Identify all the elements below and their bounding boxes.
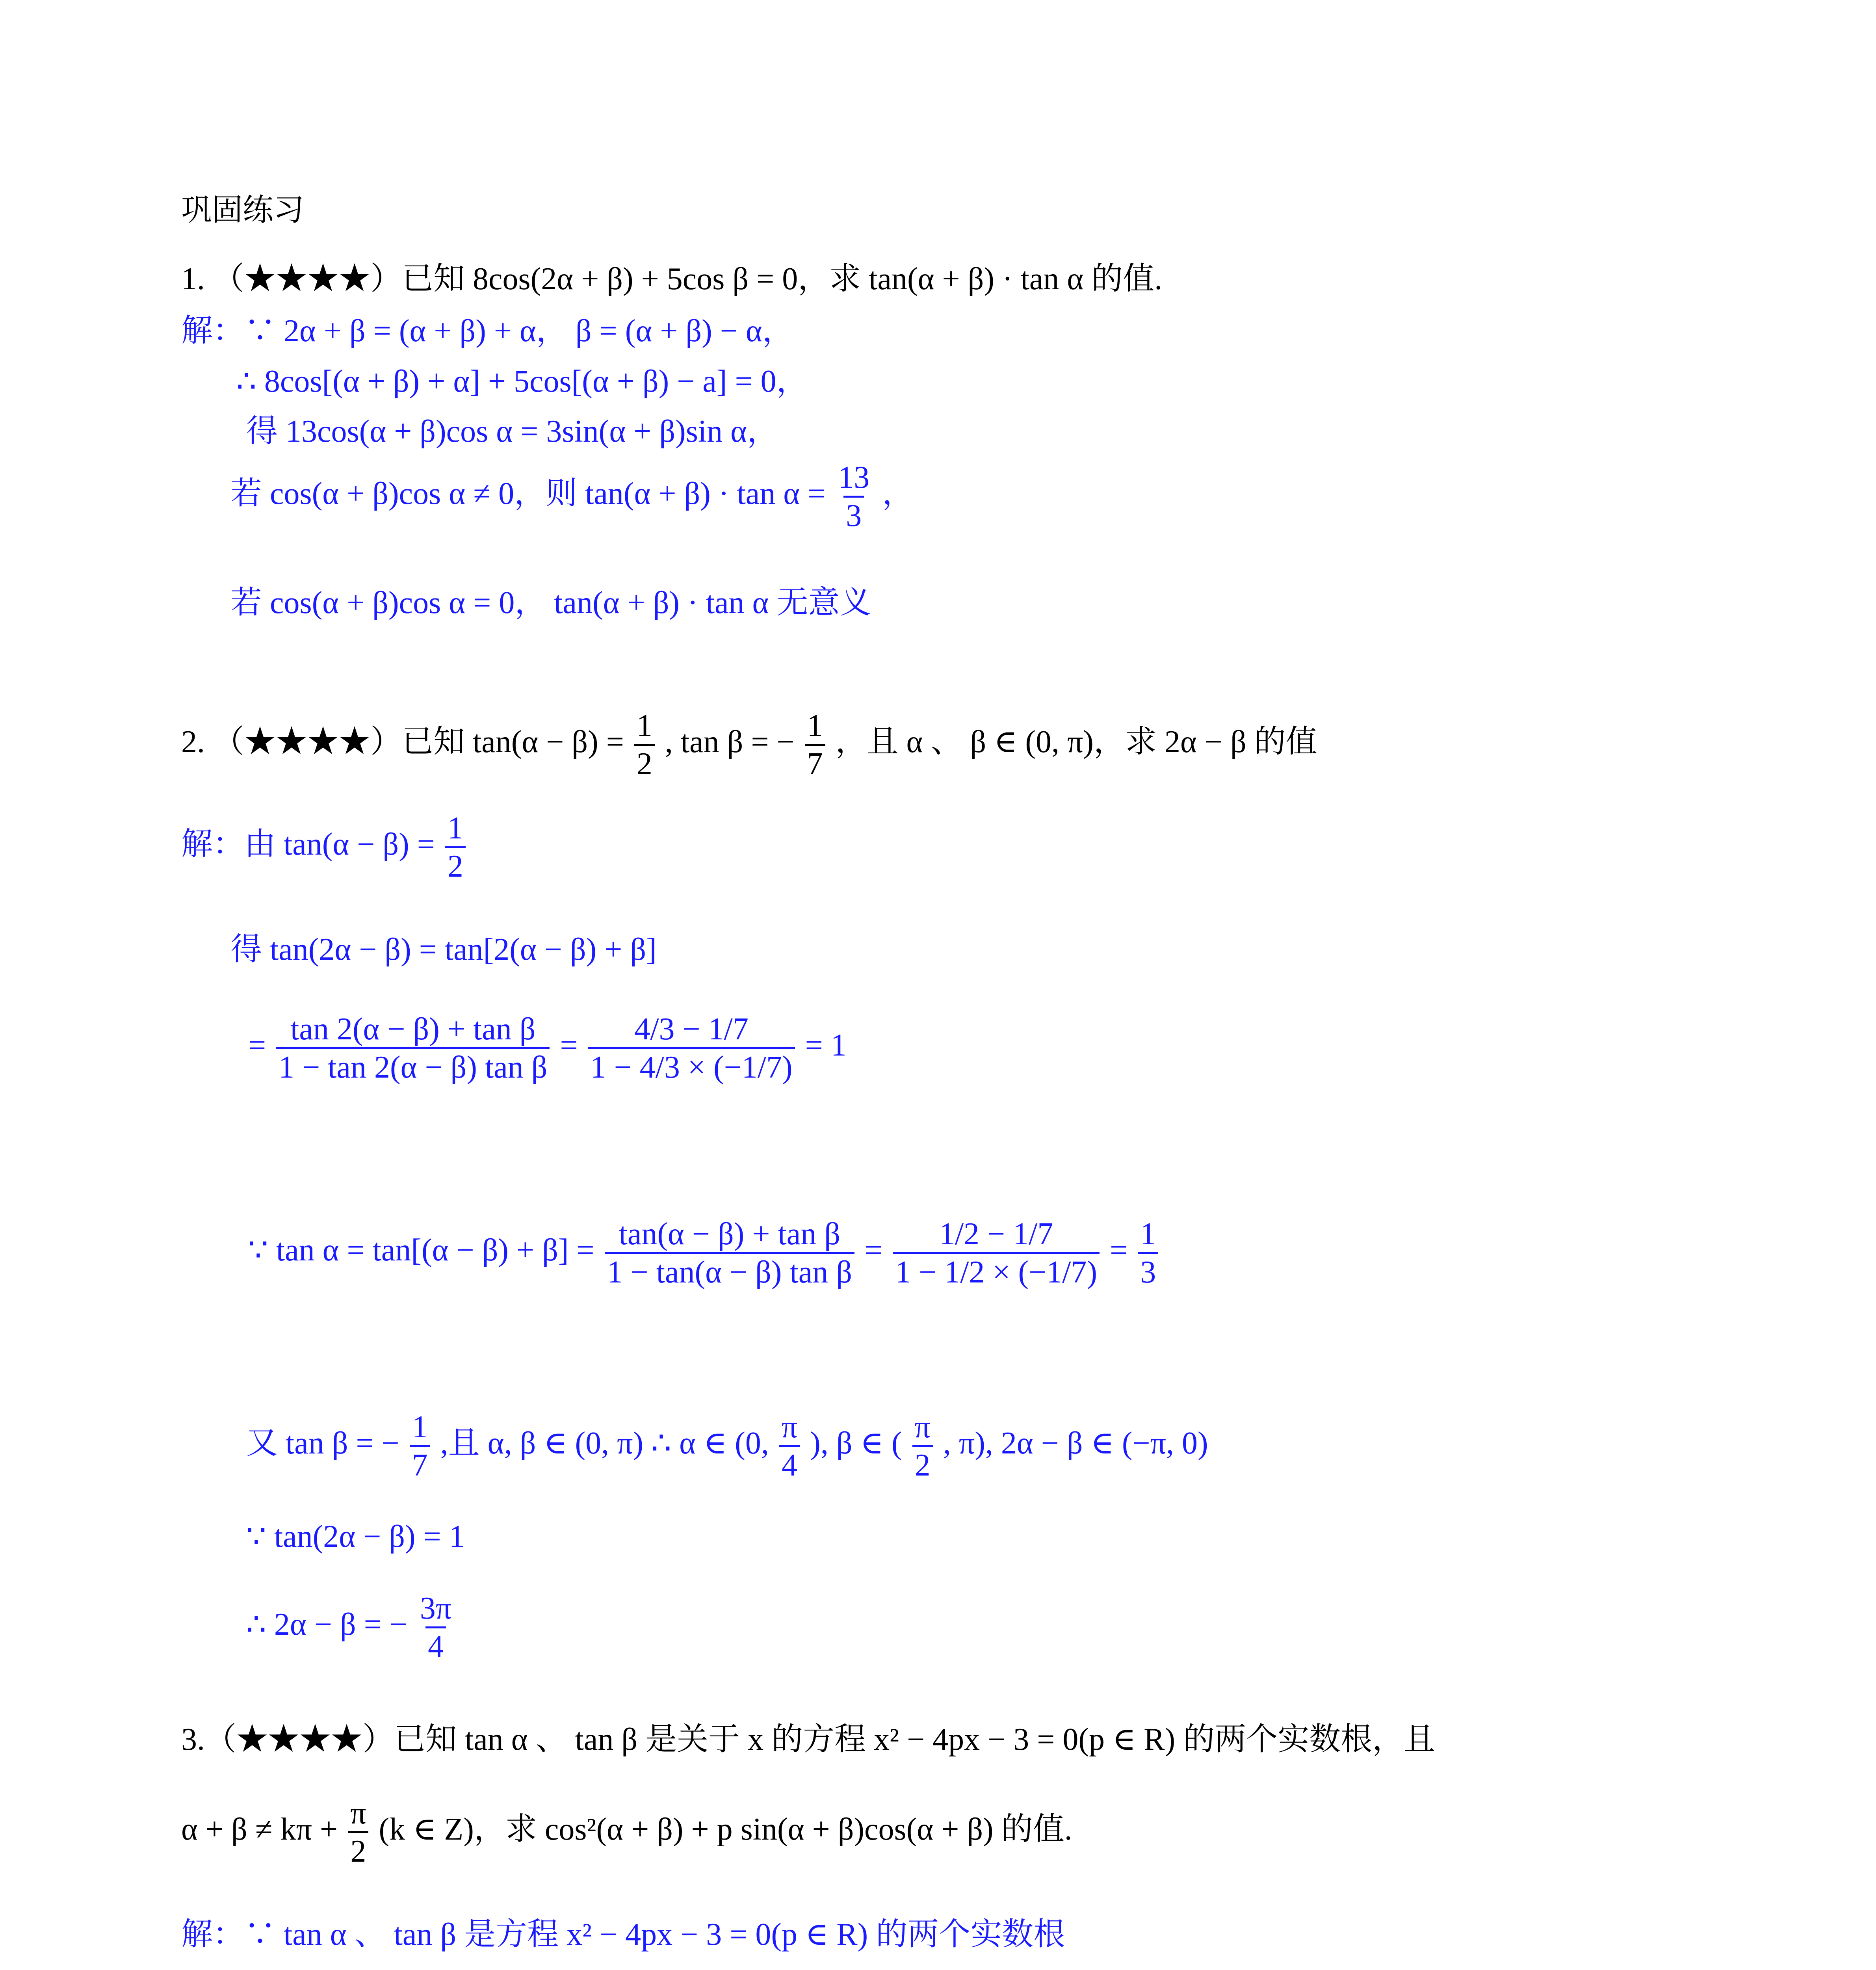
q1-step4 <box>230 461 914 532</box>
q2-step3-eq2: = <box>560 1028 578 1063</box>
q2-stem-part1: 2. （★★★★）已知 tan(α − β) = <box>181 724 624 759</box>
q2-step1-fraction <box>445 812 466 883</box>
q2-step5-fraction1 <box>410 1411 430 1482</box>
q3-stem-fraction <box>348 1797 368 1868</box>
denominator: 1 − tan(α − β) tan β <box>605 1252 854 1289</box>
numerator: 1 <box>412 1410 428 1444</box>
q2-stem-fraction2 <box>805 709 825 781</box>
q2-step3 <box>248 1013 847 1084</box>
numerator: 1 <box>807 708 823 743</box>
q2-step6: ∵ tan(2α − β) = 1 <box>246 1519 465 1554</box>
q2-step4-eq2: = <box>864 1232 883 1267</box>
q2-step5-fraction2 <box>779 1411 800 1482</box>
q2-step5-text4: , π), 2α − β ∈ (−π, 0) <box>943 1425 1208 1461</box>
q2-step5 <box>246 1411 1208 1482</box>
q2-step4 <box>248 1217 1161 1289</box>
q3-stem-line2 <box>181 1797 1072 1868</box>
q2-step4-complex-fraction <box>893 1217 1100 1289</box>
q2-step1 <box>181 812 468 883</box>
q3-step1: 解：∵ tan α 、 tan β 是方程 x² − 4px − 3 = 0(p ∈ R) 的两个实数根 <box>181 1917 1065 1952</box>
q2-stem-part3: ，且 α 、 β ∈ (0, π)，求 2α − β 的值 <box>835 724 1317 759</box>
denominator: 2 <box>912 1445 933 1482</box>
numerator: 1 <box>636 708 652 743</box>
q1-stem: 1. （★★★★）已知 8cos(2α + β) + 5cos β = 0，求 tan(α + β) · tan α 的值. <box>181 262 1163 296</box>
denominator: 2 <box>348 1831 368 1868</box>
q2-step7-fraction <box>418 1592 454 1663</box>
q2-step4-formula-fraction <box>605 1217 854 1289</box>
q2-step5-text1: 又 tan β = − <box>246 1425 399 1461</box>
q2-step3-complex-fraction <box>588 1013 795 1084</box>
denominator: 1 − 4/3 × (−1/7) <box>588 1047 795 1084</box>
q1-step4-text: 若 cos(α + β)cos α ≠ 0，则 tan(α + β) · tan α = <box>230 476 826 511</box>
q2-stem-part2: , tan β = − <box>665 724 795 759</box>
numerator: 1 <box>1140 1217 1156 1251</box>
denominator: 1 − 1/2 × (−1/7) <box>893 1252 1100 1289</box>
numerator: π <box>781 1410 798 1444</box>
q1-step2: ∴ 8cos[(α + β) + α] + 5cos[(α + β) − a] = 0， <box>236 364 808 399</box>
q2-step4-eq3: = <box>1110 1232 1128 1267</box>
q2-step4-text: ∵ tan α = tan[(α − β) + β] = <box>248 1232 594 1267</box>
q3-stem-line1: 3.（★★★★）已知 tan α 、 tan β 是关于 x 的方程 x² − 4px − 3 = 0(p ∈ R) 的两个实数根，且 <box>181 1722 1436 1757</box>
q2-stem <box>181 709 1317 781</box>
q2-step5-text2: ,且 α, β ∈ (0, π) ∴ α ∈ (0, <box>440 1425 769 1461</box>
q2-step2: 得 tan(2α − β) = tan[2(α − β) + β] <box>230 932 657 967</box>
q1-step3: 得 13cos(α + β)cos α = 3sin(α + β)sin α， <box>246 414 778 449</box>
denominator: 2 <box>634 744 655 781</box>
denominator: 7 <box>805 744 825 781</box>
denominator: 4 <box>779 1445 800 1482</box>
numerator: tan 2(α − β) + tan β <box>290 1012 536 1046</box>
q2-step3-eq: = <box>248 1028 266 1063</box>
q2-step1-text: 解：由 tan(α − β) = <box>181 827 435 862</box>
numerator: 4/3 − 1/7 <box>634 1012 749 1046</box>
denominator: 3 <box>1138 1252 1158 1289</box>
numerator: 1/2 − 1/7 <box>939 1217 1053 1251</box>
q2-step7-text: ∴ 2α − β = − <box>246 1607 407 1642</box>
numerator: 1 <box>447 811 463 846</box>
q2-step3-formula-fraction <box>276 1013 550 1084</box>
q2-step5-fraction3 <box>912 1411 932 1482</box>
q2-step5-text3: ), β ∈ ( <box>810 1425 902 1461</box>
denominator: 4 <box>425 1626 446 1663</box>
q1-step5: 若 cos(α + β)cos α = 0， tan(α + β) · tan α 无意义 <box>230 585 871 620</box>
denominator: 7 <box>410 1445 430 1482</box>
numerator: π <box>914 1410 931 1444</box>
denominator: 2 <box>445 846 466 883</box>
q2-step3-result: = 1 <box>805 1028 847 1063</box>
q3-stem-text1: α + β ≠ kπ + <box>181 1812 338 1847</box>
numerator: 3π <box>420 1591 452 1626</box>
denominator: 1 − tan 2(α − β) tan β <box>276 1047 550 1084</box>
q3-stem-text2: (k ∈ Z)，求 cos²(α + β) + p sin(α + β)cos(α + β) 的值. <box>379 1812 1072 1847</box>
section-title: 巩固练习 <box>181 192 305 228</box>
numerator: tan(α − β) + tan β <box>619 1217 840 1251</box>
q2-stem-fraction1 <box>634 709 655 781</box>
q2-step7 <box>246 1592 456 1663</box>
q2-step4-result-fraction <box>1138 1217 1158 1289</box>
q1-step4-fraction <box>836 461 872 532</box>
numerator: 13 <box>838 460 870 495</box>
q1-step4-comma: ， <box>882 476 914 511</box>
numerator: π <box>350 1796 366 1831</box>
q1-step1: 解：∵ 2α + β = (α + β) + α， β = (α + β) − α， <box>181 314 794 348</box>
denominator: 3 <box>843 496 864 532</box>
